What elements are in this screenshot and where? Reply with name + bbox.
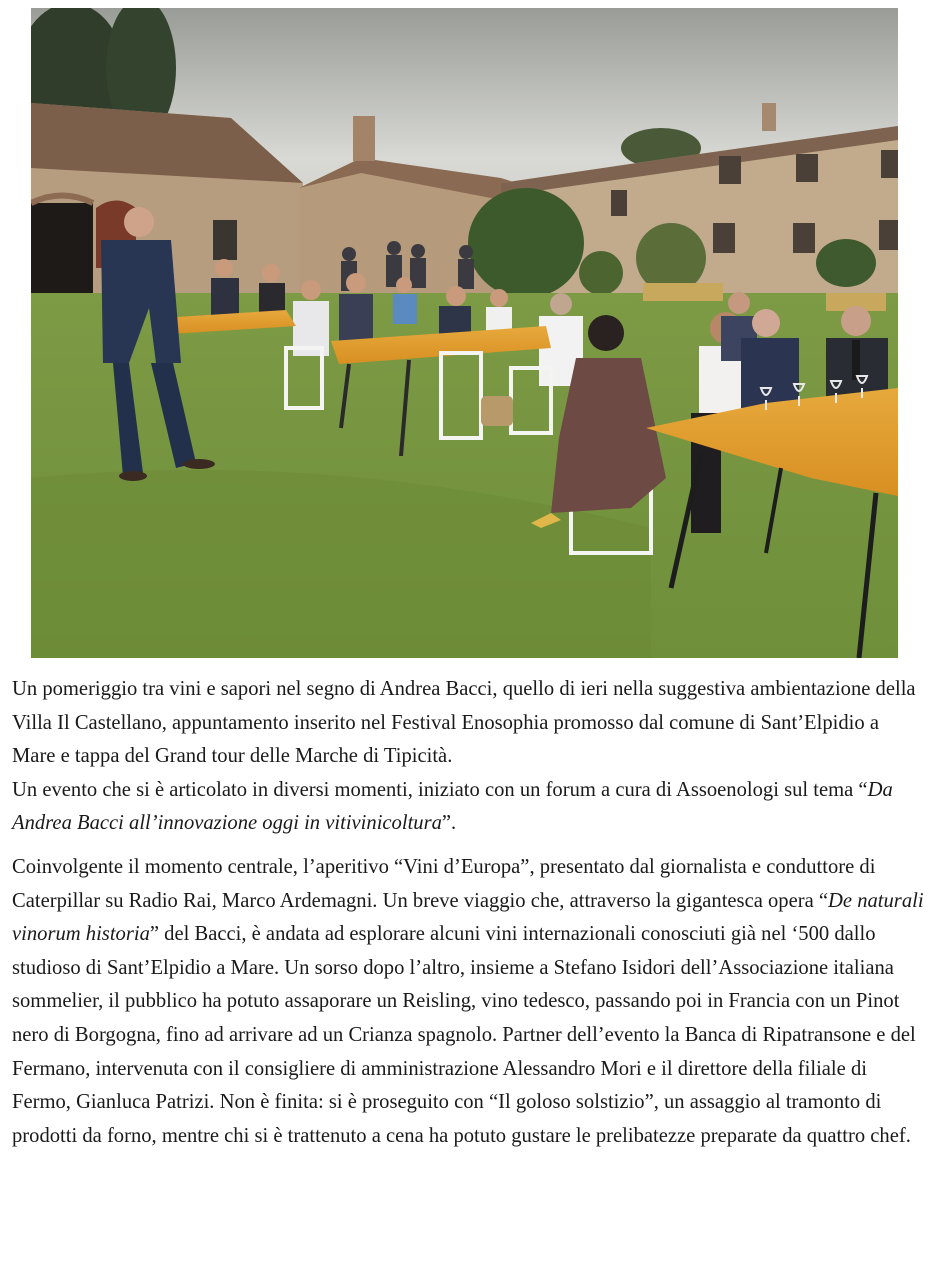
article-body (12, 673, 924, 1153)
paragraph-1-text: Un pomeriggio tra vini e sapori nel segno di Andrea Bacci, quello di ieri nella suggestiva ambientazione della Villa Il Castellano, appuntamento inserito nel Festival Enosophia promosso dal comune di Sant’Elpidio a Mare e tappa del Grand tour delle Marche di Tipicità. (12, 678, 916, 768)
event-photo (31, 8, 898, 658)
article-paragraph-1 (12, 673, 924, 841)
event-photo-illustration (31, 8, 898, 658)
paragraph-2-after: ”. (441, 812, 457, 835)
article-paragraph-3 (12, 851, 924, 1153)
paragraph-3-before: Coinvolgente il momento centrale, l’aperitivo “Vini d’Europa”, presentato dal giornalista e conduttore di Caterpillar su Radio Rai, Marco Ardemagni. Un breve viaggio che, attraverso la gigantesca opera “ (12, 855, 876, 912)
book-title: De naturali vinorum historia (12, 889, 924, 946)
forum-theme-title: Da Andrea Bacci all’innovazione oggi in vitivinicoltura (12, 778, 893, 835)
paragraph-3-after: ” del Bacci, è andata ad esplorare alcuni vini internazionali conosciuti già nel ‘500 dallo studioso di Sant’Elpidio a Mare. Un sorso dopo l’altro, insieme a Stefano Isidori dell’Associazione italiana sommelier, il pubblico ha potuto assaporare un Reisling, vino tedesco, passando poi in Francia con un Pinot nero di Borgogna, fino ad arrivare ad un Crianza spagnolo. Partner dell’evento la Banca di Ripatransone e del Fermano, intervenuta con il consigliere di amministrazione Alessandro Mori e il direttore della filiale di Fermo, Gianluca Patrizi. Non è finita: si è proseguito con “Il goloso solstizio”, un assaggio al tramonto di prodotti da forno, mentre chi si è trattenuto a cena ha potuto gustare le prelibatezze preparate da quattro chef. (12, 923, 916, 1147)
paragraph-2-before: Un evento che si è articolato in diversi momenti, iniziato con un forum a cura di Assoenologi sul tema “ (12, 778, 868, 801)
